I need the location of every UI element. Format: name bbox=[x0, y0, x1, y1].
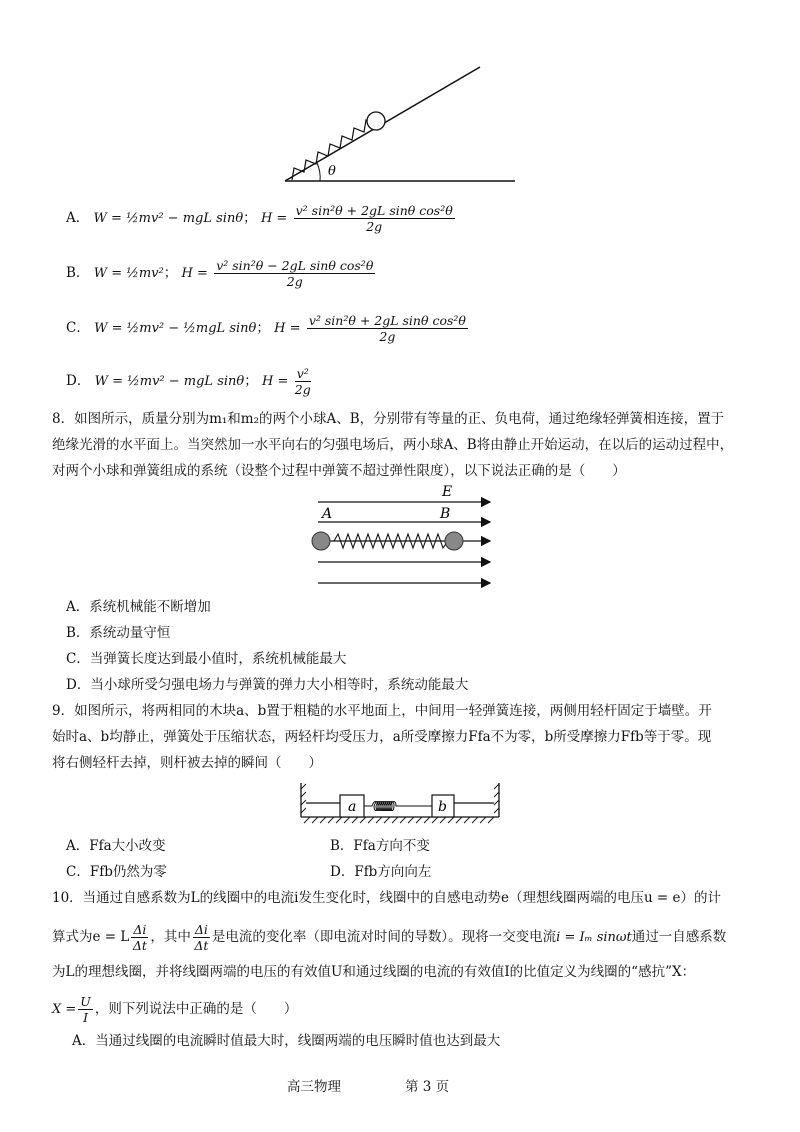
q10-line-4 bbox=[52, 994, 297, 1025]
q10-line2-e: 通过一自感系数 bbox=[631, 929, 727, 945]
q9-option-c: C．Ffb仍然为零 bbox=[66, 864, 167, 880]
q8-option-a: A．系统机械能不断增加 bbox=[66, 599, 211, 615]
option-label: B． bbox=[66, 265, 90, 281]
block-label-b: b bbox=[438, 799, 447, 815]
footer-page: 第 3 页 bbox=[405, 1079, 450, 1095]
option-label: C． bbox=[66, 320, 90, 336]
block-label-a: a bbox=[348, 799, 357, 815]
q9-line-1: 9．如图所示，将两相同的木块a、b置于粗糙的水平地面上，中间用一轻弹簧连接，两侧用轻杆固定于墙壁。开 bbox=[52, 703, 712, 719]
q10-current-formula: i = Iₘ sinωt bbox=[556, 930, 632, 945]
q8-line-3: 对两个小球和弹簧组成的系统（设整个过程中弹簧不超过弹性限度），以下说法正确的是（ ） bbox=[52, 463, 626, 479]
field-figure bbox=[300, 482, 500, 594]
q7-c-h-den: 2g bbox=[379, 329, 396, 344]
q7-d-w: W = ½mv² − mgL sinθ bbox=[94, 374, 245, 389]
q10-line-1: 10．当通过自感系数为L的线圈中的电流i发生变化时，线圈中的自感电动势e（理想线圈两端的电压u = e）的计 bbox=[52, 890, 722, 906]
q7-option-b: B． W = ½mv²； H = $\frac{\text{v² sin²θ − 2gL sinθ cos²θ}}{2g}$ bbox=[66, 258, 374, 289]
option-label: D． bbox=[66, 373, 91, 389]
incline-figure bbox=[270, 55, 530, 190]
q7-a-h-den: 2g bbox=[366, 219, 383, 234]
q10-line2-b: ，其中 bbox=[150, 929, 191, 945]
q7-option-d: D． W = ½mv² − mgL sinθ； H = $\frac{\text{v²}}{2g}$ bbox=[66, 366, 311, 397]
q8-option-b: B．系统动量守恒 bbox=[66, 625, 171, 641]
q7-option-c: C． W = ½mv² − ½mgL sinθ； H = $\frac{\text{v² sin²θ + 2gL sinθ cos²θ}}{2g}$ bbox=[66, 313, 466, 344]
ball-label-a: A bbox=[322, 506, 333, 522]
q10-line4-b: ，则下列说法中正确的是（ ） bbox=[94, 1001, 298, 1017]
q7-b-w: W = ½mv² bbox=[93, 266, 164, 281]
q10-x-def: X = bbox=[52, 1002, 77, 1017]
q10-frac-i: I bbox=[83, 1010, 89, 1025]
q10-option-a: A．当通过线圈的电流瞬时值最大时，线圈两端的电压瞬时值也达到最大 bbox=[72, 1033, 501, 1049]
option-label: A． bbox=[66, 210, 90, 226]
q7-a-w: W = ½mv² − mgL sinθ bbox=[93, 211, 244, 226]
ball-label-b: B bbox=[440, 506, 451, 522]
q7-b-h-num: v² sin²θ − 2gL sinθ cos²θ bbox=[216, 258, 374, 273]
q8-line-1: 8．如图所示，质量分别为m₁和m₂的两个小球A、B，分别带有等量的正、负电荷，通过绝缘轻弹簧相连接，置于 bbox=[52, 411, 725, 427]
footer-subject: 高三物理 bbox=[287, 1079, 341, 1095]
q9-line-3: 将右侧轻杆去掉，则杆被去掉的瞬间（ ） bbox=[52, 755, 322, 771]
q7-option-a: A． W = ½mv² − mgL sinθ； H = $\frac{\text{v² sin²θ + 2gL sinθ cos²θ}}{2g}$ bbox=[66, 203, 453, 234]
q9-line-2: 始时a、b均静止，弹簧处于压缩状态，两轻杆均受压力，a所受摩擦力Ffa不为零，b所受摩擦力Ffb等于零。现 bbox=[52, 729, 712, 745]
q7-c-h-num: v² sin²θ + 2gL sinθ cos²θ bbox=[308, 313, 466, 328]
q7-a-h-num: v² sin²θ + 2gL sinθ cos²θ bbox=[295, 203, 453, 218]
q8-option-d: D．当小球所受匀强电场力与弹簧的弹力大小相等时，系统动能最大 bbox=[66, 677, 469, 693]
q7-b-h-den: 2g bbox=[286, 274, 303, 289]
q10-frac-u: U bbox=[80, 994, 91, 1009]
theta-label: θ bbox=[328, 164, 336, 179]
q7-c-w: W = ½mv² − ½mgL sinθ bbox=[94, 321, 257, 336]
q10-frac-dt: Δt bbox=[132, 938, 147, 953]
q10-line2-c: 是电流的变化率（即电流对时间的导数）。现将一交变电流 bbox=[211, 929, 557, 945]
q10-frac-dt-2: Δt bbox=[194, 938, 209, 953]
blocks-figure bbox=[298, 775, 502, 827]
q9-option-a: A．Ffa大小改变 bbox=[66, 838, 166, 854]
q7-d-h-den: 2g bbox=[294, 382, 311, 397]
q10-frac-di: Δi bbox=[133, 922, 147, 937]
q10-line-2 bbox=[52, 922, 726, 953]
q8-line-2: 绝缘光滑的水平面上。当突然加一水平向右的匀强电场后，两小球A、B将由静止开始运动，在以后的运动过程中， bbox=[52, 437, 734, 453]
q10-line-3: 为L的理想线圈，并将线圈两端的电压的有效值U和通过线圈的电流的有效值I的比值定义为线圈的“感抗”X： bbox=[52, 964, 696, 980]
q8-option-c: C．当弹簧长度达到最小值时，系统机械能最大 bbox=[66, 651, 347, 667]
q10-line2-a: 算式为e = L bbox=[52, 929, 130, 945]
q9-option-b: B．Ffa方向不变 bbox=[330, 838, 430, 854]
q7-d-h-num: v² bbox=[296, 366, 309, 381]
q10-frac-di-2: Δi bbox=[194, 922, 208, 937]
q9-option-d: D．Ffb方向向左 bbox=[330, 864, 432, 880]
field-label-e: E bbox=[442, 484, 453, 500]
